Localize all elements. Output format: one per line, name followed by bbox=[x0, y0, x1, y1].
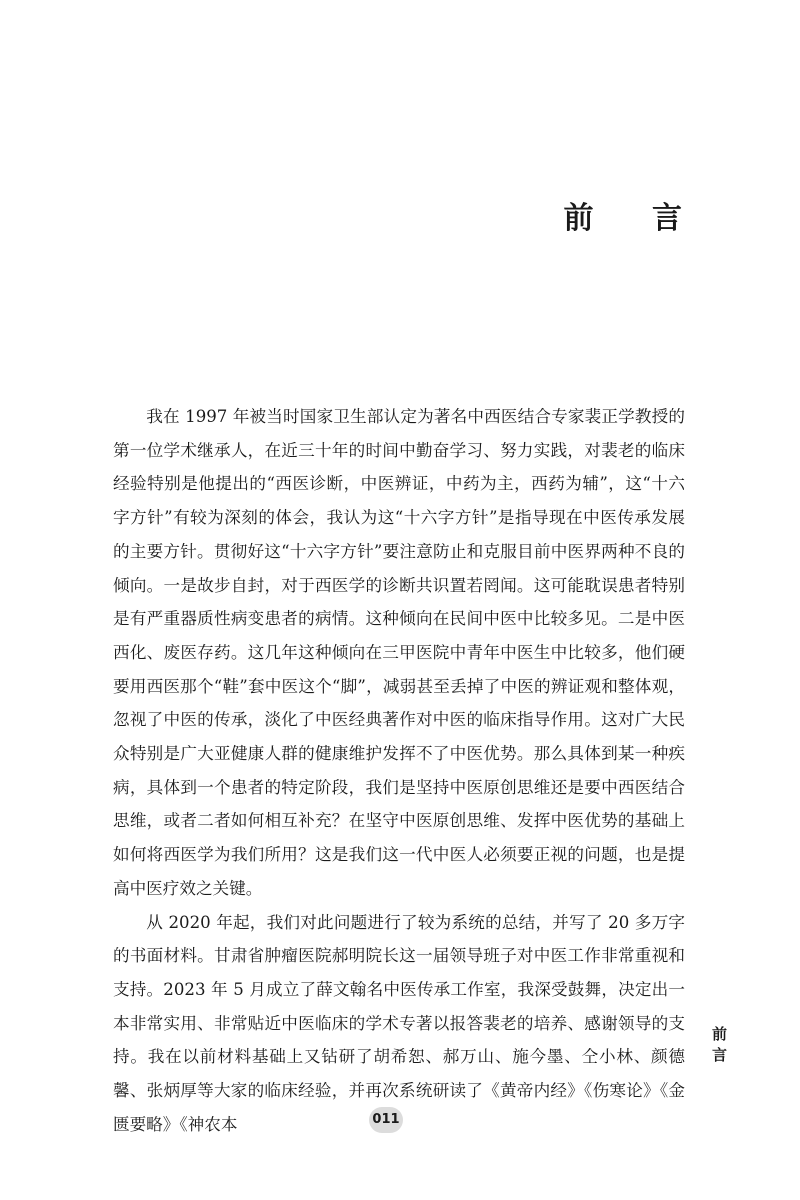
chapter-side-tab: 前言 bbox=[710, 1026, 728, 1068]
page-number: 011 bbox=[369, 1107, 403, 1133]
paragraph-1: 我在 1997 年被当时国家卫生部认定为著名中西医结合专家裴正学教授的第一位学术继承人，在近三十年的时间中勤奋学习、努力实践，对裴老的临床经验特别是他提出的“西医诊断，中医辨证，中药为主，西药为辅”，这“十六字方针”有较为深刻的体会，我认为这“十六字方针”是指导现在中医传承发展的主要方针。贯彻好这“十六字方针”要注意防止和克服目前中医界两种不良的倾向。一是故步自封，对于西医学的诊断共识置若罔闻。这可能耽误患者特别是有严重器质性病变患者的病情。这种倾向在民间中医中比较多见。二是中医西化、废医存药。这几年这种倾向在三甲医院中青年中医生中比较多，他们硬要用西医那个“鞋”套中医这个“脚”，减弱甚至丢掉了中医的辨证观和整体观，忽视了中医的传承，淡化了中医经典著作对中医的临床指导作用。这对广大民众特别是广大亚健康人群的健康维护发挥不了中医优势。那么具体到某一种疾病，具体到一个患者的特定阶段，我们是坚持中医原创思维还是要中西医结合思维，或者二者如何相互补充？在坚守中医原创思维、发挥中医优势的基础上如何将西医学为我们所用？这是我们这一代中医人必须要正视的问题，也是提高中医疗效之关键。 bbox=[113, 407, 685, 898]
page-title: 前 言 bbox=[563, 201, 706, 236]
paragraph-2: 从 2020 年起，我们对此问题进行了较为系统的总结，并写了 20 多万字的书面材料。甘肃省肿瘤医院郝明院长这一届领导班子对中医工作非常重视和支持。2023 年 5 月成立了薛文翰名中医传承工作室，我深受鼓舞，决定出一本非常实用、非常贴近中医临床的学术专著以报答裴老的培养、感谢领导的支持。我在以前材料基础上又钻研了胡希恕、郝万山、施今墨、仝小林、颜德馨、张炳厚等大家的临床经验，并再次系统研读了《黄帝内经》《伤寒论》《金匮要略》《神农本 bbox=[113, 912, 685, 1134]
body-text bbox=[113, 400, 685, 1141]
